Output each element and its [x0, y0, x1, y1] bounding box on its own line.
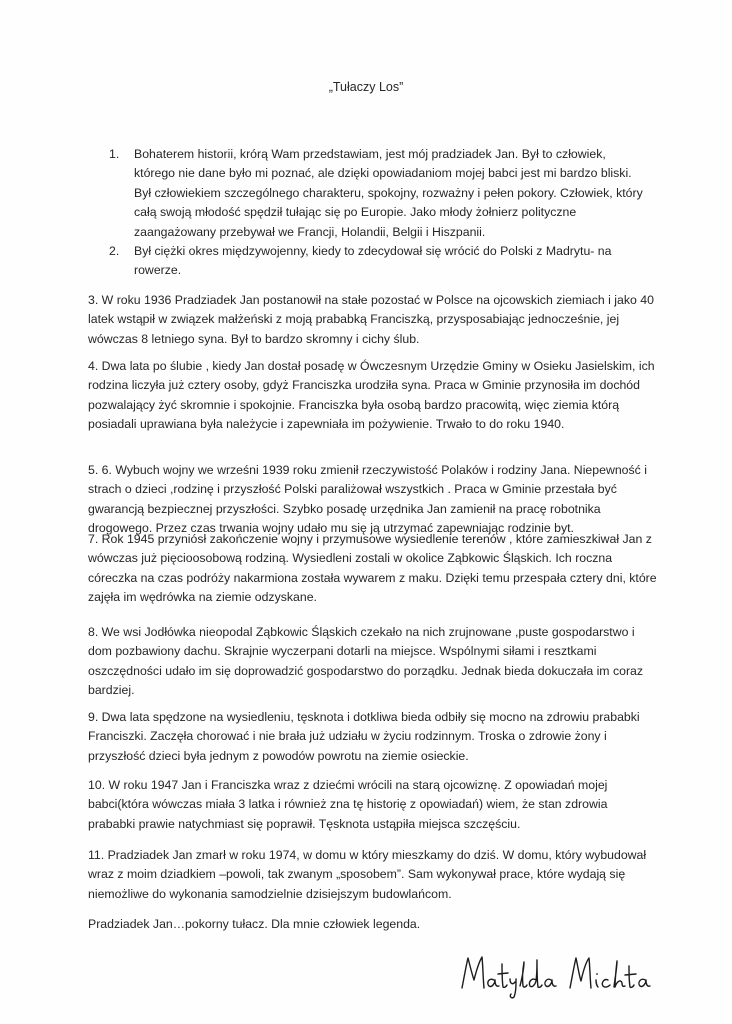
list-item	[109, 145, 649, 242]
paragraph: 9. Dwa lata spędzone na wysiedleniu, tęsknota i dotkliwa bieda odbiły się mocno na zdrowiu prababki Franciszki. Zaczęła chorować i nie brała już udziału w życiu rodzinnym. Troska o zdrowie żony i przyszłość dzieci była jednym z powodów powrotu na ziemie osieckie.	[88, 710, 640, 763]
closing-line: Pradziadek Jan…pokorny tułacz. Dla mnie człowiek legenda.	[88, 917, 421, 931]
numbered-list	[109, 145, 649, 281]
list-item	[109, 242, 649, 281]
paragraph: 11. Pradziadek Jan zmarł w roku 1974, w domu w który mieszkamy do dziś. W domu, który wybudował wraz z moim dziadkiem –powoli, tak zwanym „sposobem”. Sam wykonywał prace, które wydają się niemożliwe do wykonania samodzielnie dzisiejszym budowlańcom.	[88, 848, 647, 901]
list-item-text: Bohaterem historii, krórą Wam przedstawiam, jest mój pradziadek Jan. Był to człowiek, którego nie dane było mi poznać, ale dzięki opowiadaniom mojej babci jest mi bardzo bliski. Był człowiekiem szczególnego charakteru, spokojny, rozważny i pełen pokory. Człowiek, który całą swoją młodość spędził tułając się po Europie. Jako młody żołnierz polityczne zaangażowany przebywał we Francji, Holandii, Belgii i Hiszpanii.	[134, 147, 643, 239]
handwritten-signature	[456, 950, 656, 1000]
paragraph: 5. 6. Wybuch wojny we wrześni 1939 roku zmienił rzeczywistość Polaków i rodziny Jana. Niepewność i strach o dzieci ,rodzinę i przyszłość Polski paraliżował wszystkich . Praca w Gminie przestała być gwarancją bezpiecznej przyszłości. Szybko posadę urzędnika Jan zamienił na pracę robotnika drogowego. Przez czas trwania wojny udało mu się ją utrzymać zapewniając rodzinie byt.	[88, 463, 647, 535]
document-title: „Tułaczy Los”	[328, 80, 404, 94]
list-item-number: 1.	[109, 147, 120, 161]
paragraph: 7. Rok 1945 przyniósł zakończenie wojny i przymusowe wysiedlenie terenów , które zamieszkiwał Jan z wówczas już pięcioosobową rodziną. Wysiedleni zostali w okolice Ząbkowic Śląskich. Ich roczna córeczka na czas podróży nakarmiona została wywarem z maku. Dzięki temu przespała cztery dni, które zajęła im wędrówka na ziemie odzyskane.	[88, 532, 657, 604]
list-item-number: 2.	[109, 244, 120, 259]
paragraph: 4. Dwa lata po ślubie , kiedy Jan dostał posadę w Ówczesnym Urzędzie Gminy w Osieku Jasielskim, ich rodzina liczyła już cztery osoby, gdyż Franciszka urodziła syna. Praca w Gminie przynosiła im dochód pozwalający żyć skromnie i spokojnie. Franciszka była osobą bardzo pracowitą, więc ziemia którą posiadali uprawiana była należycie i zapewniała im pożywienie. Trwało to do roku 1940.	[88, 359, 655, 431]
paragraph: 10. W roku 1947 Jan i Franciszka wraz z dziećmi wrócili na starą ojcowiznę. Z opowiadań mojej babci(która wówczas miała 3 latka i również zna tę historię z opowiadań) wiem, że stan zdrowia prababki prawie natychmiast się poprawił. Tęsknota ustąpiła miejsca szczęściu.	[88, 778, 608, 831]
paragraph: 3. W roku 1936 Pradziadek Jan postanowił na stałe pozostać w Polsce na ojcowskich ziemiach i jako 40 latek wstąpił w związek małżeński z moją prababką Franciszką, przysposabiając jednocześnie, jej wówczas 8 letniego syna. Był to bardzo skromny i cichy ślub.	[88, 293, 654, 346]
list-item-text: Był ciężki okres międzywojenny, kiedy to zdecydował się wrócić do Polski z Madrytu- na rowerze.	[134, 244, 612, 278]
paragraph: 8. We wsi Jodłówka nieopodal Ząbkowic Śląskich czekało na nich zrujnowane ,puste gospodarstwo i dom pozbawiony dachu. Skrajnie wyczerpani dotarli na miejsce. Wspólnymi siłami i resztkami oszczędności udało im się doprowadzić gospodarstwo do porządku. Jednak bieda dokuczała im coraz bardziej.	[88, 625, 644, 697]
